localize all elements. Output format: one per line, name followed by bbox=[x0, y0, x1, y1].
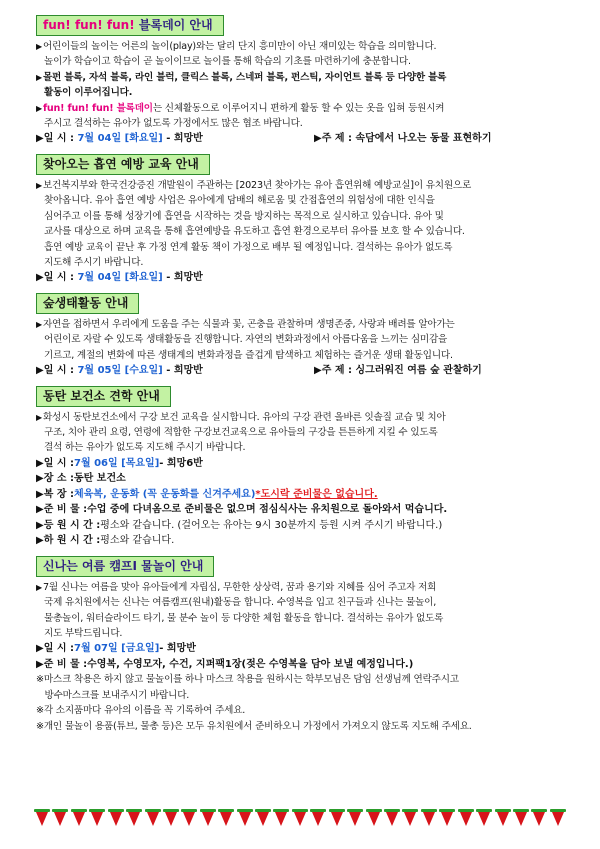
watermelon-icon bbox=[128, 812, 140, 826]
watermelon-icon bbox=[110, 812, 122, 826]
watermelon-border bbox=[36, 812, 564, 834]
info-row: ▶준 비 물 : 수업 중에 다녀옴으로 준비물은 없으며 점심식사는 유치원으로 돌아와서 먹습니다. bbox=[36, 504, 448, 516]
watermelon-icon bbox=[368, 812, 380, 826]
info-row: ▶등 원 시 간 : 평소와 같습니다. (걸어오는 유아는 9시 30분까지 등원 시켜 주시기 바랍니다.) bbox=[36, 519, 443, 531]
paragraph: ▶7월 신나는 여름을 맞아 유아들에게 자립심, 무한한 상상력, 꿈과 용기와 지혜를 심어 주고자 저희 국제 유치원에서는 신나는 여름캠프(원내)활동을 합니다. 수영복을 입고 친구들과 신나는 물놀이, 물총놀이, 워터슬라이드 타기, 물 분수 놀이 등 다양한 체험 활동을 합니다. 결석하는 유아가 없도록 지도 부탁드립니다. bbox=[36, 581, 444, 640]
info-row: ▶일 시 : 7월 07일 [금요일] - 희망반 bbox=[36, 643, 196, 655]
watermelon-icon bbox=[275, 812, 287, 826]
watermelon-icon bbox=[220, 812, 232, 826]
watermelon-icon bbox=[460, 812, 472, 826]
section-title-camp: 신나는 여름 캠프Ⅰ 물놀이 안내 bbox=[36, 556, 214, 577]
section-title-health: 동탄 보건소 견학 안내 bbox=[36, 386, 171, 407]
watermelon-icon bbox=[54, 812, 66, 826]
watermelon-icon bbox=[533, 812, 545, 826]
paragraph: ▶fun! fun! fun! 블록데이는 신체활동으로 이루어지니 편하게 활동 할 수 있는 옷을 입혀 등원시켜 주시고 결석하는 유아가 없도록 가정에서도 많은 협조 바랍니다. bbox=[36, 102, 445, 130]
watermelon-icon bbox=[183, 812, 195, 826]
watermelon-icon bbox=[91, 812, 103, 826]
section-summer-camp bbox=[36, 555, 564, 734]
info-row: ▶장 소 : 동탄 보건소 bbox=[36, 473, 126, 485]
info-row: ▶하 원 시 간 : 평소와 같습니다. bbox=[36, 535, 175, 547]
section-title-smoking: 찾아오는 흡연 예방 교육 안내 bbox=[36, 154, 210, 175]
note: ※개인 물놀이 용품(튜브, 물총 등)은 모두 유치원에서 준비하오니 가정에서 가져오지 않도록 지도해 주세요. bbox=[36, 720, 472, 732]
watermelon-icon bbox=[404, 812, 416, 826]
info-row: ▶일 시 : 7월 04일 [화요일] - 희망반 ▶주 제 : 속담에서 나오는 동물 표현하기 bbox=[36, 133, 492, 145]
note: ※각 소지품마다 유아의 이름을 꼭 기록하여 주세요. bbox=[36, 705, 246, 717]
paragraph: ▶보건복지부와 한국건강증진 개발원이 주관하는 [2023년 찾아가는 유아 흡연위해 예방교실]이 유치원으로 찾아옵니다. 유아 흡연 예방 사업은 유아에게 담배의 해로움 및 간접흡연의 위험성에 대한 인식을 심어주고 이를 통해 성장기에 흡연을 시작하는 것을 방지하는 목적으로 실시하고 있습니다. 유아 및 교사를 대상으로 하며 교육을 통해 흡연예방을 유도하고 흡연 환경으로부터 유아를 보호 할 수 있습니다. 흡연 예방 교육이 끝난 후 가정 연계 활동 책이 가정으로 배부 될 예정입니다. 결석하는 유아가 없도록 지도해 주시기 바랍니다. bbox=[36, 179, 472, 268]
watermelon-icon bbox=[312, 812, 324, 826]
watermelon-icon bbox=[552, 812, 564, 826]
section-forest-ecology bbox=[36, 292, 564, 379]
watermelon-icon bbox=[202, 812, 214, 826]
info-row: ▶일 시 : 7월 04일 [화요일] - 희망반 bbox=[36, 272, 203, 284]
watermelon-icon bbox=[239, 812, 251, 826]
watermelon-icon bbox=[515, 812, 527, 826]
paragraph: ▶어린이들의 놀이는 어른의 놀이(play)와는 달리 단지 흥미만이 아닌 재미있는 학습을 의미합니다. 놀이가 학습이고 학습이 곧 놀이이므로 놀이를 통해 학습의 기초를 마련하기에 충분합니다. bbox=[36, 41, 437, 68]
section-block-day bbox=[36, 14, 564, 147]
watermelon-icon bbox=[73, 812, 85, 826]
section-title-forest: 숲생태활동 안내 bbox=[36, 293, 139, 314]
info-row: ▶일 시 : 7월 05일 [수요일] - 희망반 ▶주 제 : 싱그러워진 여름 숲 관찰하기 bbox=[36, 365, 482, 377]
watermelon-icon bbox=[294, 812, 306, 826]
section-smoking-prevention bbox=[36, 153, 564, 286]
watermelon-icon bbox=[386, 812, 398, 826]
watermelon-icon bbox=[478, 812, 490, 826]
note: ※마스크 착용은 하지 않고 물놀이를 하나 마스크 착용을 원하시는 학부모님은 담임 선생님께 연락주시고 bbox=[36, 674, 459, 686]
info-row: ▶복 장 : 체육복, 운동화 (꼭 운동화를 신겨주세요) *도시락 준비물은 없습니다. bbox=[36, 488, 378, 500]
note: 방수마스크를 보내주시기 바랍니다. bbox=[36, 689, 190, 701]
paragraph: ▶몰펀 블록, 자석 블록, 라인 블럭, 클릭스 블록, 스네퍼 블록, 펀스틱, 자이언트 블록 등 다양한 블록 활동이 이루어집니다. bbox=[36, 71, 447, 99]
section-health-center bbox=[36, 385, 564, 549]
info-row: ▶일 시 : 7월 06일 [목요일] - 희망6반 bbox=[36, 457, 203, 469]
section-title-block-day: fun! fun! fun! 블록데이 안내 bbox=[36, 15, 224, 36]
watermelon-icon bbox=[423, 812, 435, 826]
watermelon-icon bbox=[36, 812, 48, 826]
notice-page bbox=[36, 14, 564, 740]
watermelon-icon bbox=[441, 812, 453, 826]
watermelon-icon bbox=[349, 812, 361, 826]
paragraph: ▶화성시 동탄보건소에서 구강 보건 교육을 실시합니다. 유아의 구강 관련 올바른 잇솔질 교습 및 치아 구조, 치아 관리 요령, 연령에 적합한 구강보건교육으로 유아들의 구강을 튼튼하게 지킬 수 있도록 결석 하는 유아가 없도록 지도해 주시기 바랍니다. bbox=[36, 411, 446, 454]
paragraph: ▶자연을 접하면서 우리에게 도움을 주는 식물과 꽃, 곤충을 관찰하며 생명존중, 사랑과 배려를 알아가는 어린이로 자랄 수 있도록 생태활동을 진행합니다. 자연의 변화과정에서 아름다움을 느끼는 심미감을 기르고, 계절의 변화에 따른 생태계의 변화과정을 즐겁게 탐색하고 체험하는 즐거운 생태 활동입니다. bbox=[36, 318, 455, 361]
info-row: ▶준 비 물 : 수영복, 수영모자, 수건, 지퍼팩1장(젖은 수영복을 담아 보낼 예정입니다.) bbox=[36, 658, 414, 670]
watermelon-icon bbox=[257, 812, 269, 826]
watermelon-icon bbox=[147, 812, 159, 826]
watermelon-icon bbox=[165, 812, 177, 826]
watermelon-icon bbox=[497, 812, 509, 826]
watermelon-icon bbox=[331, 812, 343, 826]
